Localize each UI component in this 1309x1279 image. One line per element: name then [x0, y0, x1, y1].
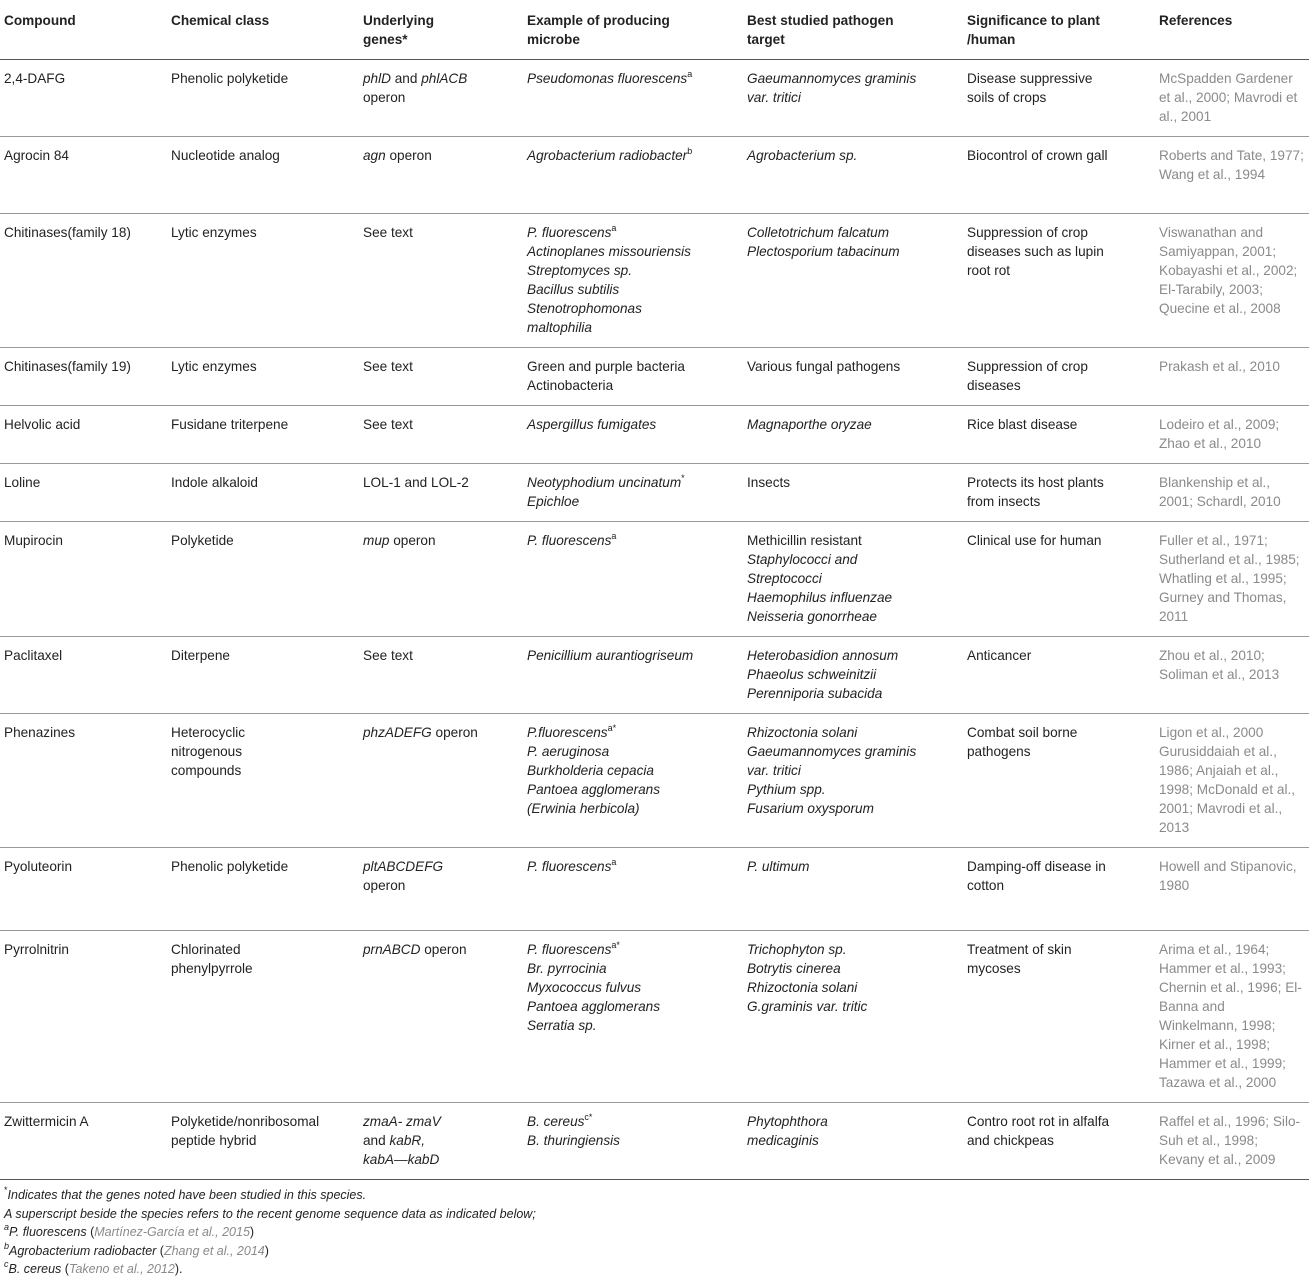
references-text: Blankenship et al., 2001; Schardl, 2010: [1159, 475, 1281, 509]
significance-cell: [967, 714, 1159, 848]
genes-text: agn operon: [363, 148, 432, 163]
genes-cell: [363, 348, 527, 406]
pathogen-line: Various fungal pathogens: [747, 359, 901, 374]
compound-cell: Helvolic acid: [0, 406, 171, 464]
header-underlying-genes: Underlying genes*: [363, 0, 527, 60]
microbe-line: Br. pyrrocinia: [527, 961, 607, 976]
pathogen-line: Trichophyton sp.: [747, 942, 847, 957]
references-text: Viswanathan and Samiyappan, 2001; Kobayashi et al., 2002; El-Tarabily, 2003; Quecine et al., 2008: [1159, 225, 1298, 316]
microbe-superscript: a: [611, 223, 617, 233]
genes-cell: [363, 137, 527, 214]
table-row: [0, 522, 1309, 637]
pathogen-line: Gaeumannomyces graminis: [747, 71, 917, 86]
microbe-line: Pantoea agglomerans: [527, 999, 661, 1014]
genes-cell: [363, 714, 527, 848]
microbe-superscript: a: [611, 857, 617, 867]
chemical-class-cell: [171, 348, 363, 406]
microbe-line: Actinobacteria: [527, 378, 614, 393]
significance-cell: [967, 348, 1159, 406]
pathogen-line: var. tritici: [747, 90, 801, 105]
significance-cell: [967, 137, 1159, 214]
chemical-class-cell: [171, 214, 363, 348]
significance-text: Rice blast disease: [967, 417, 1078, 432]
pathogen-cell: [747, 931, 967, 1103]
microbe-cell: [527, 714, 747, 848]
microbe-line: Burkholderia cepacia: [527, 763, 654, 778]
microbe-line: Pantoea agglomerans: [527, 782, 661, 797]
table-row: [0, 1103, 1309, 1180]
genes-cell: [363, 637, 527, 714]
microbe-line: Stenotrophomonas: [527, 301, 642, 316]
microbe-line: Aspergillus fumigates: [527, 417, 657, 432]
references-cell: [1159, 714, 1309, 848]
pathogen-cell: [747, 60, 967, 137]
microbe-cell: [527, 348, 747, 406]
footnote-a: $^a$P. fluorescens (Martínez-García et al., 2015): [4, 1222, 255, 1239]
microbe-line: Neotyphodium uncinatum*: [527, 473, 685, 490]
compound-cell: Pyrrolnitrin: [0, 931, 171, 1103]
microbe-line: Serratia sp.: [527, 1018, 597, 1033]
compound-cell: Phenazines: [0, 714, 171, 848]
references-text: Lodeiro et al., 2009; Zhao et al., 2010: [1159, 417, 1280, 451]
pathogen-line: Staphylococci and: [747, 552, 858, 567]
compound-cell: Zwittermicin A: [0, 1103, 171, 1180]
microbe-line: Epichloe: [527, 494, 580, 509]
references-cell: [1159, 848, 1309, 931]
header-producing-microbe: Example of producing microbe: [527, 0, 747, 60]
pathogen-line: Phytophthora: [747, 1114, 828, 1129]
genes-text: zmaA- zmaV and kabR, kabA—kabD: [363, 1114, 441, 1167]
references-text: Arima et al., 1964; Hammer et al., 1993; Chernin et al., 1996; El-Banna and Winkelmann, 1998; Kirner et al., 1998; Hammer et al., 1999; Tazawa et al., 2000: [1159, 942, 1302, 1090]
chemical-class-text: Chlorinated phenylpyrrole: [171, 942, 253, 976]
microbe-line: B. thuringiensis: [527, 1133, 620, 1148]
microbe-line: Streptomyces sp.: [527, 263, 633, 278]
references-cell: [1159, 214, 1309, 348]
table-row: [0, 848, 1309, 931]
chemical-class-cell: [171, 931, 363, 1103]
microbe-line: P. fluorescens$^{a*}$: [527, 940, 620, 957]
chemical-class-text: Phenolic polyketide: [171, 859, 289, 874]
microbe-line: B. cereus$^{c*}$: [527, 1112, 593, 1129]
significance-text: Disease suppressive soils of crops: [967, 71, 1093, 105]
genes-cell: [363, 848, 527, 931]
chemical-class-text: Diterpene: [171, 648, 230, 663]
pathogen-line: Fusarium oxysporum: [747, 801, 874, 816]
genes-cell: [363, 464, 527, 522]
significance-cell: [967, 60, 1159, 137]
references-text: Ligon et al., 2000 Gurusiddaiah et al., 1986; Anjaiah et al., 1998; McDonald et al., 2001; Mavrodi et al., 2013: [1159, 725, 1296, 835]
references-cell: [1159, 522, 1309, 637]
microbe-superscript: a: [687, 69, 693, 79]
significance-cell: [967, 214, 1159, 348]
compound-cell: 2,4-DAFG: [0, 60, 171, 137]
pathogen-line: P. ultimum: [747, 859, 810, 874]
pathogen-line: Haemophilus influenzae: [747, 590, 893, 605]
references-text: Fuller et al., 1971; Sutherland et al., 1985; Whatling et al., 1995; Gurney and Thomas, 2011: [1159, 533, 1300, 624]
microbe-cell: [527, 60, 747, 137]
genes-cell: [363, 60, 527, 137]
references-cell: [1159, 406, 1309, 464]
microbe-superscript: *: [681, 473, 685, 483]
chemical-class-text: Nucleotide analog: [171, 148, 280, 163]
significance-text: Combat soil borne pathogens: [967, 725, 1078, 759]
compound-cell: Pyoluteorin: [0, 848, 171, 931]
table-row: [0, 464, 1309, 522]
significance-cell: [967, 406, 1159, 464]
pathogen-cell: [747, 714, 967, 848]
pathogen-line: Plectosporium tabacinum: [747, 244, 900, 259]
chemical-class-cell: [171, 137, 363, 214]
genes-text: LOL-1 and LOL-2: [363, 475, 469, 490]
pathogen-line: Agrobacterium sp.: [747, 148, 858, 163]
pathogen-cell: [747, 522, 967, 637]
chemical-class-cell: [171, 406, 363, 464]
genes-cell: [363, 522, 527, 637]
compound-cell: Chitinases(family 18): [0, 214, 171, 348]
pathogen-cell: [747, 406, 967, 464]
microbe-line: P. fluorescens$^a$: [527, 223, 617, 240]
header-compound: Compound: [0, 0, 171, 60]
microbe-line: Green and purple bacteria: [527, 359, 685, 374]
table-row: [0, 406, 1309, 464]
table-row: [0, 348, 1309, 406]
chemical-class-cell: [171, 1103, 363, 1180]
significance-text: Treatment of skin mycoses: [967, 942, 1072, 976]
table-row: [0, 714, 1309, 848]
chemical-class-text: Polyketide/nonribosomal peptide hybrid: [171, 1114, 320, 1148]
significance-text: Anticancer: [967, 648, 1032, 663]
references-text: McSpadden Gardener et al., 2000; Mavrodi et al., 2001: [1159, 71, 1298, 124]
significance-text: Contro root rot in alfalfa and chickpeas: [967, 1114, 1110, 1148]
microbe-line: (Erwinia herbicola): [527, 801, 640, 816]
genes-text: phzADEFG operon: [363, 725, 478, 740]
microbe-cell: [527, 137, 747, 214]
pathogen-cell: [747, 637, 967, 714]
microbe-superscript: c*: [584, 1112, 593, 1122]
header-pathogen-target: Best studied pathogen target: [747, 0, 967, 60]
footnote-superscript-note: A superscript beside the species refers to the recent genome sequence data as indicated below;: [4, 1206, 536, 1221]
genes-text: See text: [363, 225, 413, 240]
significance-cell: [967, 1103, 1159, 1180]
microbe-line: P. fluorescens$^a$: [527, 531, 617, 548]
compound-cell: Mupirocin: [0, 522, 171, 637]
significance-cell: [967, 931, 1159, 1103]
chemical-class-text: Lytic enzymes: [171, 359, 257, 374]
references-cell: [1159, 464, 1309, 522]
table-header-row: [0, 0, 1309, 60]
microbe-cell: [527, 464, 747, 522]
pathogen-line: Rhizoctonia solani: [747, 980, 858, 995]
chemical-class-text: Heterocyclic nitrogenous compounds: [171, 725, 246, 778]
pathogen-cell: [747, 348, 967, 406]
genes-cell: [363, 931, 527, 1103]
microbe-cell: [527, 214, 747, 348]
chemical-class-cell: [171, 637, 363, 714]
genes-text: See text: [363, 359, 413, 374]
references-cell: [1159, 137, 1309, 214]
microbe-cell: [527, 406, 747, 464]
microbe-line: P. fluorescens$^a$: [527, 857, 617, 874]
pathogen-line: Phaeolus schweinitzii: [747, 667, 877, 682]
genes-text: mup operon: [363, 533, 436, 548]
chemical-class-cell: [171, 60, 363, 137]
pathogen-line: Neisseria gonorrheae: [747, 609, 877, 624]
chemical-class-text: Lytic enzymes: [171, 225, 257, 240]
genes-text: See text: [363, 417, 413, 432]
microbe-line: Agrobacterium radiobacter$^b$: [527, 146, 693, 163]
references-cell: [1159, 1103, 1309, 1180]
microbe-line: Actinoplanes missouriensis: [527, 244, 691, 259]
references-text: Zhou et al., 2010; Soliman et al., 2013: [1159, 648, 1280, 682]
pathogen-line: Rhizoctonia solani: [747, 725, 858, 740]
microbe-line: Pseudomonas fluorescens$^a$: [527, 69, 693, 86]
footnote-star: *Indicates that the genes noted have been studied in this species.: [4, 1185, 367, 1202]
pathogen-line: Heterobasidion annosum: [747, 648, 899, 663]
compound-cell: Agrocin 84: [0, 137, 171, 214]
microbe-cell: [527, 1103, 747, 1180]
pathogen-line: Colletotrichum falcatum: [747, 225, 890, 240]
microbe-line: Penicillium aurantiogriseum: [527, 648, 694, 663]
references-text: Prakash et al., 2010: [1159, 359, 1280, 374]
pathogen-line: Insects: [747, 475, 791, 490]
table-row: [0, 60, 1309, 137]
references-cell: [1159, 60, 1309, 137]
table-row: [0, 137, 1309, 214]
microbe-superscript: b: [687, 146, 693, 156]
table-footnotes: [4, 1186, 1304, 1279]
genes-text: pltABCDEFG operon: [363, 859, 444, 893]
genes-text: phlD and phlACB operon: [363, 71, 468, 105]
significance-cell: [967, 637, 1159, 714]
microbe-superscript: a*: [607, 723, 617, 733]
significance-text: Clinical use for human: [967, 533, 1102, 548]
significance-cell: [967, 522, 1159, 637]
chemical-class-cell: [171, 848, 363, 931]
genes-text: See text: [363, 648, 413, 663]
chemical-class-text: Fusidane triterpene: [171, 417, 289, 432]
chemical-class-cell: [171, 714, 363, 848]
references-text: Roberts and Tate, 1977; Wang et al., 1994: [1159, 148, 1304, 182]
significance-text: Protects its host plants from insects: [967, 475, 1104, 509]
references-text: Raffel et al., 1996; Silo-Suh et al., 1998; Kevany et al., 2009: [1159, 1114, 1301, 1167]
pathogen-line: Perenniporia subacida: [747, 686, 883, 701]
references-cell: [1159, 931, 1309, 1103]
pathogen-cell: [747, 137, 967, 214]
footnote-b: $^b$Agrobacterium radiobacter (Zhang et al., 2014): [4, 1240, 269, 1258]
footnote-c: $^c$B. cereus (Takeno et al., 2012).: [4, 1259, 183, 1276]
pathogen-cell: [747, 848, 967, 931]
references-text: Howell and Stipanovic, 1980: [1159, 859, 1297, 893]
chemical-class-cell: [171, 464, 363, 522]
pathogen-line: Methicillin resistant: [747, 533, 862, 548]
microbe-superscript: a: [611, 531, 617, 541]
microbe-cell: [527, 848, 747, 931]
pathogen-line: Botrytis cinerea: [747, 961, 841, 976]
microbe-cell: [527, 931, 747, 1103]
significance-text: Suppression of crop diseases: [967, 359, 1088, 393]
table-row: [0, 214, 1309, 348]
pathogen-line: medicaginis: [747, 1133, 819, 1148]
pathogen-cell: [747, 464, 967, 522]
header-chemical-class: Chemical class: [171, 0, 363, 60]
microbe-line: P. aeruginosa: [527, 744, 610, 759]
significance-cell: [967, 848, 1159, 931]
compound-cell: Chitinases(family 19): [0, 348, 171, 406]
significance-cell: [967, 464, 1159, 522]
genes-cell: [363, 214, 527, 348]
pathogen-cell: [747, 1103, 967, 1180]
pathogen-line: G.graminis var. tritic: [747, 999, 868, 1014]
microbe-line: Myxococcus fulvus: [527, 980, 642, 995]
microbe-superscript: a*: [611, 940, 620, 950]
table-row: [0, 637, 1309, 714]
genes-text: prnABCD operon: [363, 942, 467, 957]
header-references: References: [1159, 0, 1309, 60]
pathogen-line: Streptococci: [747, 571, 822, 586]
pathogen-cell: [747, 214, 967, 348]
references-cell: [1159, 348, 1309, 406]
pathogen-line: Gaeumannomyces graminis: [747, 744, 917, 759]
compound-cell: Paclitaxel: [0, 637, 171, 714]
pathogen-line: Magnaporthe oryzae: [747, 417, 872, 432]
microbe-cell: [527, 637, 747, 714]
microbe-line: P.fluorescens$^{a*}$: [527, 723, 617, 740]
pathogen-line: Pythium spp.: [747, 782, 826, 797]
chemical-class-text: Polyketide: [171, 533, 234, 548]
references-cell: [1159, 637, 1309, 714]
genes-cell: [363, 406, 527, 464]
table-row: [0, 931, 1309, 1103]
chemical-class-cell: [171, 522, 363, 637]
genes-cell: [363, 1103, 527, 1180]
microbe-line: Bacillus subtilis: [527, 282, 620, 297]
significance-text: Suppression of crop diseases such as lupin root rot: [967, 225, 1104, 278]
compound-cell: Loline: [0, 464, 171, 522]
chemical-class-text: Indole alkaloid: [171, 475, 258, 490]
pathogen-line: var. tritici: [747, 763, 801, 778]
significance-text: Biocontrol of crown gall: [967, 148, 1108, 163]
significance-text: Damping-off disease in cotton: [967, 859, 1106, 893]
microbe-cell: [527, 522, 747, 637]
chemical-class-text: Phenolic polyketide: [171, 71, 289, 86]
header-significance: Significance to plant /human: [967, 0, 1159, 60]
microbe-line: maltophilia: [527, 320, 592, 335]
